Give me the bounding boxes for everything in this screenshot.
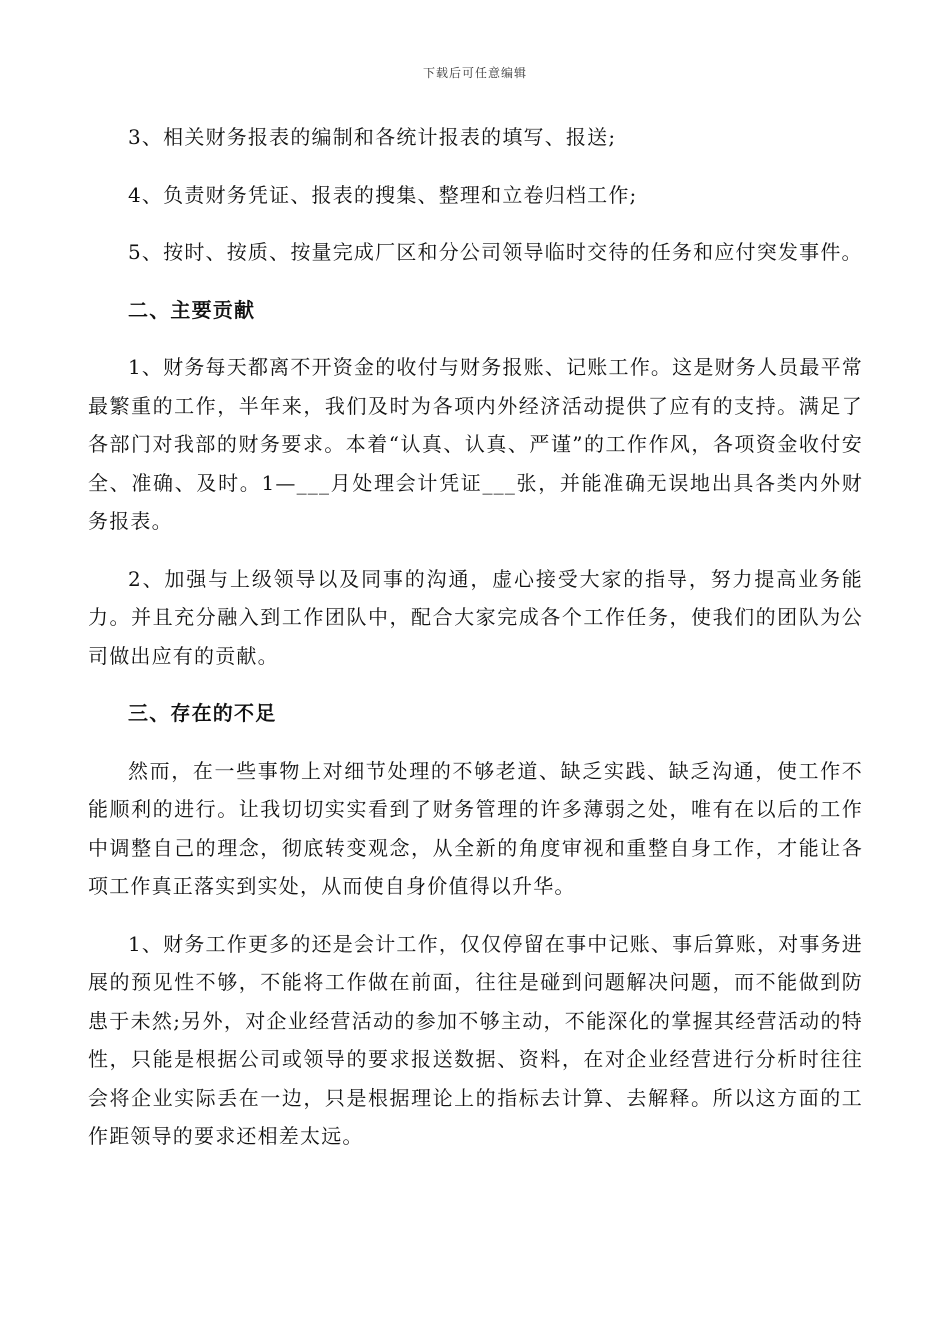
document-body <box>88 118 863 1175</box>
shortcoming-intro-paragraph: 然而，在一些事物上对细节处理的不够老道、缺乏实践、缺乏沟通，使工作不能顺利的进行。让我切切实实看到了财务管理的许多薄弱之处，唯有在以后的工作中调整自己的理念，彻底转变观念，从全新的角度审视和重整自身工作，才能让各项工作真正落实到实处，从而使自身价值得以升华。 <box>88 758 863 898</box>
duty-item-3: 3、相关财务报表的编制和各统计报表的填写、报送; <box>128 125 617 149</box>
duty-item-4: 4、负责财务凭证、报表的搜集、整理和立卷归档工作; <box>128 182 638 207</box>
page-header-note: 下载后可任意编辑 <box>422 66 527 80</box>
section-heading-contributions: 二、主要贡献 <box>128 297 256 322</box>
contribution-paragraph-2: 2、加强与上级领导以及同事的沟通，虚心接受大家的指导，努力提高业务能力。并且充分融入到工作团队中，配合大家完成各个工作任务，使我们的团队为公司做出应有的贡献。 <box>88 566 863 668</box>
section-heading-shortcomings: 三、存在的不足 <box>128 701 277 725</box>
contribution-paragraph-1: 1、财务每天都离不开资金的收付与财务报账、记账工作。这是财务人员最平常最繁重的工作，半年来，我们及时为各项内外经济活动提供了应有的支持。满足了各部门对我部的财务要求。本着“认真、认真、严谨”的工作作风，各项资金收付安全、准确、及时。1—___月处理会计凭证___张，并能准确无误地出具各类内外财务报表。 <box>88 355 863 533</box>
shortcoming-paragraph-1: 1、财务工作更多的还是会计工作，仅仅停留在事中记账、事后算账，对事务进展的预见性不够，不能将工作做在前面，往往是碰到问题解决问题，而不能做到防患于未然;另外，对企业经营活动的参加不够主动，不能深化的掌握其经营活动的特性，只能是根据公司或领导的要求报送数据、资料，在对企业经营进行分析时往往会将企业实际丢在一边，只是根据理论上的指标去计算、去解释。所以这方面的工作距领导的要求还相差太远。 <box>88 931 863 1148</box>
duty-item-5: 5、按时、按质、按量完成厂区和分公司领导临时交待的任务和应付突发事件。 <box>128 240 863 264</box>
